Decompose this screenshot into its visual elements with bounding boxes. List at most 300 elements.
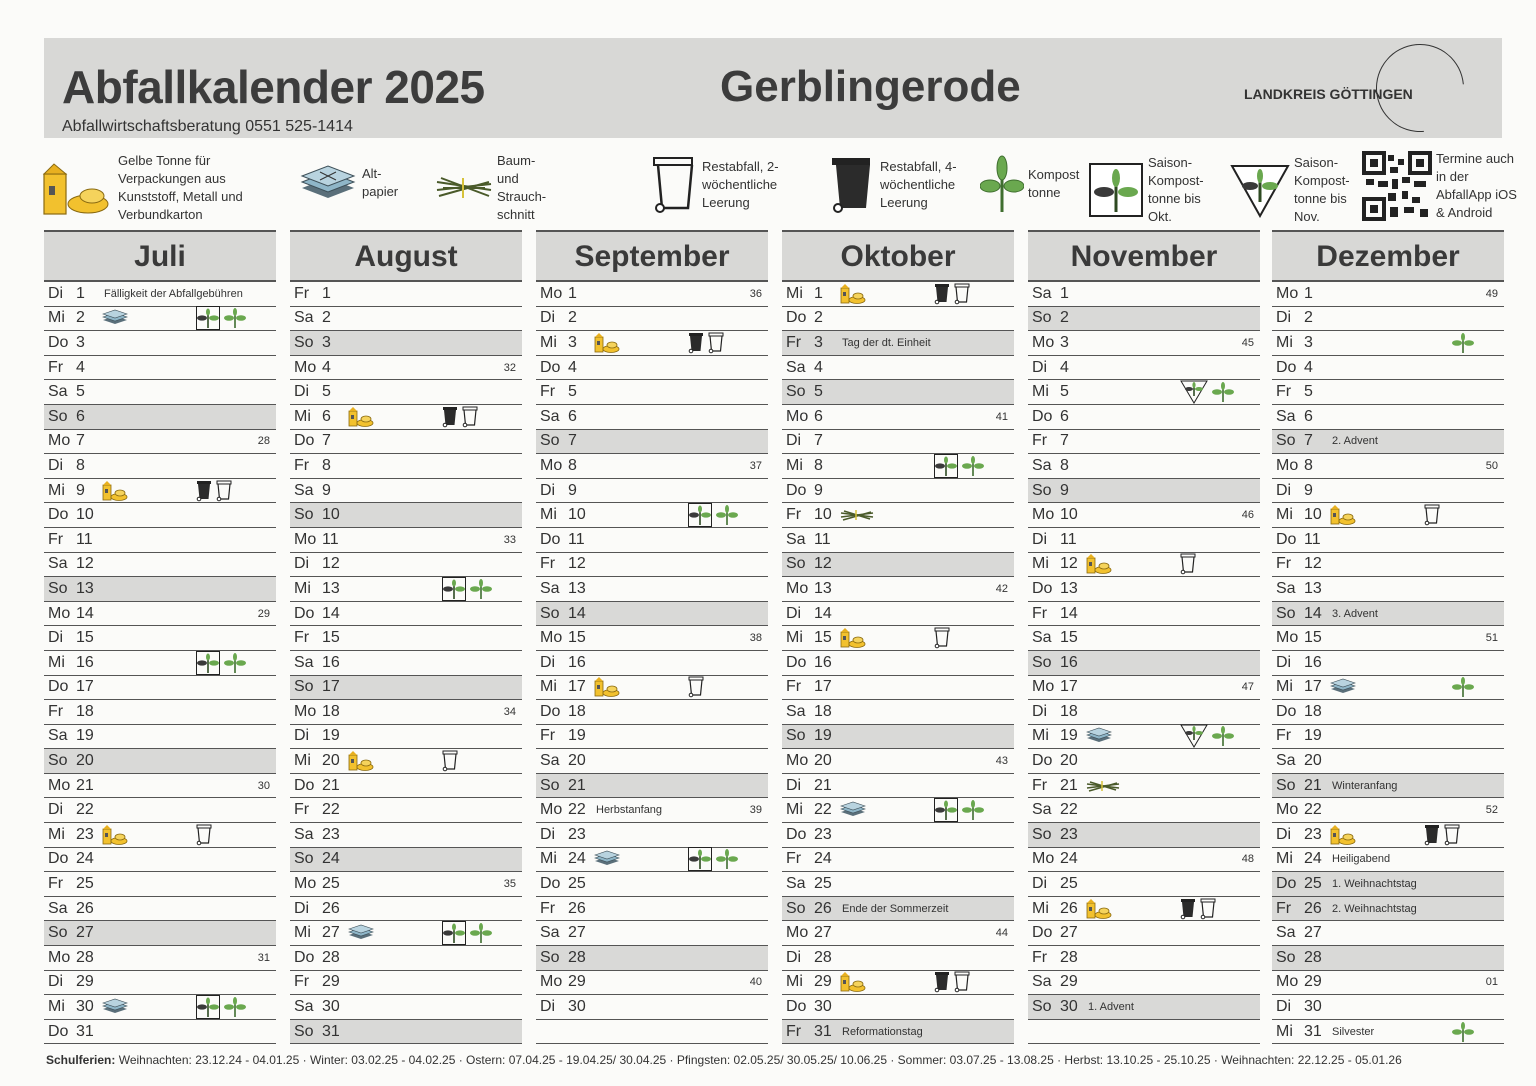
weekday: So (1032, 309, 1052, 327)
day-row (44, 553, 276, 578)
day-number: 17 (568, 678, 586, 696)
weekday: Di (294, 555, 310, 573)
day-number: 28 (76, 948, 94, 966)
day-row (290, 798, 522, 823)
day-row (536, 380, 768, 405)
week-number: 32 (503, 361, 516, 374)
seasonal-compost-oct-icon (1088, 162, 1144, 218)
weekday: Mo (294, 358, 317, 376)
week-number: 36 (749, 287, 762, 300)
day-note: Tag der dt. Einheit (842, 336, 931, 349)
day-row (290, 971, 522, 996)
day-row (782, 848, 1014, 873)
day-row (1272, 282, 1504, 307)
day-number: 28 (1060, 948, 1078, 966)
weekday: Fr (48, 530, 64, 548)
day-row (290, 774, 522, 799)
day-number: 15 (814, 629, 832, 647)
day-row (44, 626, 276, 651)
weekday: Fr (1276, 383, 1292, 401)
day-number: 7 (1304, 432, 1313, 450)
weekday: Fr (294, 284, 310, 302)
weekday: Sa (48, 555, 68, 573)
day-row (1028, 971, 1260, 996)
day-number: 8 (1304, 456, 1313, 474)
day-row (1272, 553, 1504, 578)
weekday: So (786, 555, 806, 573)
day-number: 19 (814, 727, 832, 745)
weekday: Mo (1032, 850, 1055, 868)
weekday: So (1032, 825, 1052, 843)
day-row (1272, 479, 1504, 504)
day-row (290, 503, 522, 528)
day-number: 2 (1060, 309, 1069, 327)
day-row (1272, 626, 1504, 651)
day-row (44, 331, 276, 356)
weekday: Di (294, 727, 310, 745)
day-row (290, 848, 522, 873)
residual-bin-2week-icon (462, 406, 478, 428)
day-number: 19 (1304, 727, 1322, 745)
weekday: So (1032, 653, 1052, 671)
weekday: Sa (294, 481, 314, 499)
weekday: Mo (48, 776, 71, 794)
residual-bin-2week-icon (196, 824, 212, 846)
weekday: Sa (48, 383, 68, 401)
day-number: 22 (322, 801, 340, 819)
weekday: Mi (1276, 678, 1293, 696)
day-row (536, 405, 768, 430)
day-row (44, 946, 276, 971)
weekday: Sa (786, 530, 806, 548)
day-number: 10 (814, 506, 832, 524)
day-number: 23 (814, 825, 832, 843)
day-row (1028, 798, 1260, 823)
weekday: So (786, 727, 806, 745)
day-row (290, 749, 522, 774)
weekday: So (294, 333, 314, 351)
day-number: 29 (1304, 973, 1322, 991)
day-row (44, 798, 276, 823)
legend-label: Kompost tonne (1028, 167, 1080, 200)
day-row (1272, 577, 1504, 602)
compost-icon (1452, 332, 1474, 354)
weekday: Mi (1032, 555, 1049, 573)
yellow-bin-icon (840, 284, 866, 304)
weekday: Mi (48, 825, 65, 843)
day-row (782, 577, 1014, 602)
day-number: 17 (76, 678, 94, 696)
day-row (782, 798, 1014, 823)
weekday: Mi (48, 309, 65, 327)
day-number: 28 (568, 948, 586, 966)
weekday: Mi (1276, 506, 1293, 524)
paper-icon (840, 801, 866, 819)
legend-label: Restabfall, 4-wöchentliche Leerung (880, 159, 957, 210)
weekday: Mo (540, 456, 563, 474)
day-row (782, 676, 1014, 701)
day-number: 13 (1304, 579, 1322, 597)
weekday: Fr (1032, 776, 1048, 794)
day-number: 27 (322, 924, 340, 942)
weekday: Do (48, 850, 69, 868)
day-number: 27 (814, 924, 832, 942)
weekday: Do (48, 506, 69, 524)
weekday: Mo (540, 284, 563, 302)
day-number: 30 (1060, 998, 1078, 1016)
day-row (44, 872, 276, 897)
day-number: 18 (1060, 702, 1078, 720)
weekday: So (48, 752, 68, 770)
day-row (44, 774, 276, 799)
day-row (44, 725, 276, 750)
month-title: August (290, 230, 522, 282)
month-dezember (1272, 230, 1504, 1044)
day-row (536, 700, 768, 725)
yellow-bin-icon (1086, 554, 1112, 574)
weekday: Mo (540, 801, 563, 819)
weekday: Fr (294, 801, 310, 819)
month-title: Dezember (1272, 230, 1504, 282)
residual-bin-4week-icon (196, 480, 212, 502)
weekday: Di (294, 383, 310, 401)
weekday: Sa (1032, 801, 1052, 819)
day-number: 15 (322, 629, 340, 647)
day-number: 29 (814, 973, 832, 991)
day-number: 29 (1060, 973, 1078, 991)
spacer (1424, 334, 1448, 352)
day-number: 4 (76, 358, 85, 376)
day-number: 13 (568, 579, 586, 597)
seasonal-compost-oct-icon (934, 798, 958, 822)
compost-icon (470, 578, 492, 600)
day-row (1272, 528, 1504, 553)
day-row (44, 651, 276, 676)
seasonal-compost-oct-icon (196, 306, 220, 330)
weekday: Mo (1276, 973, 1299, 991)
seasonal-compost-oct-icon (442, 577, 466, 601)
weekday: Sa (1032, 629, 1052, 647)
weekday: Fr (786, 678, 802, 696)
weekday: Sa (294, 309, 314, 327)
day-number: 25 (568, 875, 586, 893)
weekday: Mo (1276, 456, 1299, 474)
seasonal-compost-oct-icon (688, 847, 712, 871)
day-number: 6 (76, 407, 85, 425)
day-number: 2 (322, 309, 331, 327)
month-title: November (1028, 230, 1260, 282)
day-number: 26 (568, 899, 586, 917)
day-row (290, 700, 522, 725)
day-row (44, 454, 276, 479)
weekday: So (48, 407, 68, 425)
week-number: 38 (749, 632, 762, 645)
day-note: Silvester (1332, 1025, 1375, 1038)
weekday: Fr (540, 383, 556, 401)
day-number: 16 (814, 653, 832, 671)
day-row (1028, 676, 1260, 701)
day-number: 12 (322, 555, 340, 573)
day-row (1272, 725, 1504, 750)
weekday: Sa (1032, 973, 1052, 991)
week-number: 29 (257, 607, 270, 620)
day-row (290, 479, 522, 504)
legend-seasonal-oct (1088, 154, 1214, 226)
weekday: Sa (540, 579, 560, 597)
day-number: 14 (76, 604, 94, 622)
day-row (1272, 307, 1504, 332)
weekday: So (294, 1022, 314, 1040)
day-number: 24 (322, 850, 340, 868)
day-row (1272, 921, 1504, 946)
weekday: Fr (540, 555, 556, 573)
day-number: 21 (76, 776, 94, 794)
weekday: Di (48, 456, 64, 474)
residual-bin-4week-icon (1424, 824, 1440, 846)
weekday: Di (540, 825, 556, 843)
day-number: 18 (322, 702, 340, 720)
weekday: Do (540, 702, 561, 720)
weekday: Do (294, 776, 315, 794)
month-september (536, 230, 768, 1044)
day-row (782, 872, 1014, 897)
weekday: Mi (786, 284, 803, 302)
day-number: 1 (1060, 284, 1069, 302)
day-number: 9 (76, 481, 85, 499)
week-number: 45 (1241, 336, 1254, 349)
day-number: 10 (1060, 506, 1078, 524)
month-title: September (536, 230, 768, 282)
day-note: 1. Advent (1088, 1001, 1134, 1014)
month-juli (44, 230, 276, 1044)
day-number: 3 (568, 333, 577, 351)
weekday: Di (1032, 875, 1048, 893)
weekday: Fr (1276, 899, 1292, 917)
weekday: Do (1032, 579, 1053, 597)
day-number: 30 (76, 998, 94, 1016)
day-row (44, 503, 276, 528)
legend-branches (435, 152, 547, 224)
day-number: 30 (322, 998, 340, 1016)
day-row (1028, 503, 1260, 528)
yellow-bin-icon (348, 751, 374, 771)
residual-bin-2week-icon (1200, 898, 1216, 920)
day-row (536, 823, 768, 848)
weekday: Sa (1032, 456, 1052, 474)
residual-bin-4week-icon (688, 332, 704, 354)
weekday: So (48, 579, 68, 597)
day-number: 3 (814, 333, 823, 351)
weekday: Fr (786, 850, 802, 868)
weekday: Mi (1276, 850, 1293, 868)
residual-bin-4week-icon (1180, 898, 1196, 920)
legend-seasonal-nov (1230, 154, 1360, 226)
weekday: Do (1276, 358, 1297, 376)
day-number: 21 (814, 776, 832, 794)
day-note: 2. Advent (1332, 435, 1378, 448)
day-note: 1. Weihnachtstag (1332, 878, 1417, 891)
compost-icon (470, 922, 492, 944)
seasonal-compost-nov-icon (1180, 724, 1208, 748)
day-number: 23 (1304, 825, 1322, 843)
day-row (782, 528, 1014, 553)
day-number: 20 (814, 752, 832, 770)
day-row (44, 823, 276, 848)
weekday: Fr (294, 629, 310, 647)
weekday: Fr (1276, 727, 1292, 745)
paper-icon (102, 998, 128, 1016)
town-name: Gerblingerode (720, 62, 1021, 111)
month-august (290, 230, 522, 1044)
day-row (536, 774, 768, 799)
weekday: Mo (1032, 333, 1055, 351)
week-number: 43 (995, 755, 1008, 768)
day-number: 7 (568, 432, 577, 450)
day-row (536, 676, 768, 701)
weekday: Do (786, 998, 807, 1016)
day-row (1028, 626, 1260, 651)
month-title: Juli (44, 230, 276, 282)
weekday: Mi (294, 752, 311, 770)
day-number: 11 (322, 530, 339, 548)
day-row (782, 921, 1014, 946)
day-number: 12 (814, 555, 832, 573)
day-row (1028, 479, 1260, 504)
day-row (290, 946, 522, 971)
day-row (782, 749, 1014, 774)
day-number: 22 (814, 801, 832, 819)
weekday: Sa (540, 407, 560, 425)
weekday: Di (48, 801, 64, 819)
day-number: 4 (814, 358, 823, 376)
day-row (1272, 700, 1504, 725)
compost-icon (962, 455, 984, 477)
day-number: 14 (814, 604, 832, 622)
weekday: Mo (786, 924, 809, 942)
day-number: 10 (76, 506, 94, 524)
day-number: 31 (322, 1022, 340, 1040)
day-number: 24 (814, 850, 832, 868)
day-number: 25 (322, 875, 340, 893)
legend-app (1362, 150, 1520, 222)
residual-bin-2week-icon (216, 480, 232, 502)
day-row (290, 1020, 522, 1045)
day-number: 4 (1304, 358, 1313, 376)
residual-bin-2week-icon (954, 971, 970, 993)
weekday: So (1276, 604, 1296, 622)
day-number: 22 (76, 801, 94, 819)
weekday: So (294, 850, 314, 868)
day-row (1272, 405, 1504, 430)
day-row (782, 651, 1014, 676)
yellow-bin-icon (40, 160, 112, 216)
day-row (1028, 454, 1260, 479)
day-row (536, 626, 768, 651)
day-row (44, 430, 276, 455)
weekday: Di (786, 776, 802, 794)
day-row (44, 282, 276, 307)
day-number: 2 (568, 309, 577, 327)
day-number: 8 (76, 456, 85, 474)
weekday: Di (786, 948, 802, 966)
weekday: Sa (294, 998, 314, 1016)
compost-icon (980, 154, 1024, 214)
day-number: 10 (1304, 506, 1322, 524)
day-row (536, 479, 768, 504)
weekday: Fr (48, 358, 64, 376)
day-row (44, 995, 276, 1020)
day-row (44, 700, 276, 725)
month-oktober (782, 230, 1014, 1044)
day-number: 1 (814, 284, 823, 302)
day-row (1272, 749, 1504, 774)
day-number: 25 (1304, 875, 1322, 893)
day-row (782, 1020, 1014, 1045)
week-number: 01 (1485, 976, 1498, 989)
day-row (290, 921, 522, 946)
day-row (782, 946, 1014, 971)
day-number: 14 (568, 604, 586, 622)
compost-icon (1452, 1021, 1474, 1043)
day-number: 10 (322, 506, 340, 524)
day-number: 16 (1304, 653, 1322, 671)
day-row (1028, 897, 1260, 922)
day-number: 21 (1304, 776, 1322, 794)
compost-icon (716, 848, 738, 870)
day-number: 12 (76, 555, 94, 573)
weekday: Do (48, 1022, 69, 1040)
day-number: 5 (322, 383, 331, 401)
hotline-text: Abfallwirtschaftsberatung 0551 525-1414 (62, 118, 353, 135)
day-number: 17 (1304, 678, 1322, 696)
legend-label: Saison- Kompost- tonne bis Okt. (1148, 155, 1204, 224)
weekday: So (48, 924, 68, 942)
day-row (290, 430, 522, 455)
weekday: Mo (1032, 678, 1055, 696)
day-number: 30 (1304, 998, 1322, 1016)
day-number: 24 (1060, 850, 1078, 868)
day-row (1272, 848, 1504, 873)
qr-code-icon[interactable] (1362, 151, 1432, 221)
day-row (1028, 602, 1260, 627)
day-number: 21 (1060, 776, 1078, 794)
day-number: 1 (1304, 284, 1313, 302)
week-number: 34 (503, 705, 516, 718)
day-row (782, 430, 1014, 455)
day-number: 3 (76, 333, 85, 351)
yellow-bin-icon (1086, 899, 1112, 919)
day-row (536, 553, 768, 578)
yellow-bin-icon (102, 825, 128, 845)
day-row (536, 651, 768, 676)
day-row (782, 725, 1014, 750)
residual-bin-2week-icon (934, 627, 950, 649)
weekday: Mo (786, 579, 809, 597)
day-row (290, 577, 522, 602)
day-row (782, 553, 1014, 578)
weekday: So (294, 506, 314, 524)
day-number: 29 (568, 973, 586, 991)
compost-icon (962, 799, 984, 821)
seasonal-compost-oct-icon (688, 503, 712, 527)
day-row (290, 872, 522, 897)
seasonal-compost-nov-icon (1180, 380, 1208, 404)
day-row (1028, 848, 1260, 873)
day-row (1028, 651, 1260, 676)
day-number: 26 (76, 899, 94, 917)
weekday: Mo (1276, 629, 1299, 647)
legend-residual-2week (650, 154, 802, 216)
